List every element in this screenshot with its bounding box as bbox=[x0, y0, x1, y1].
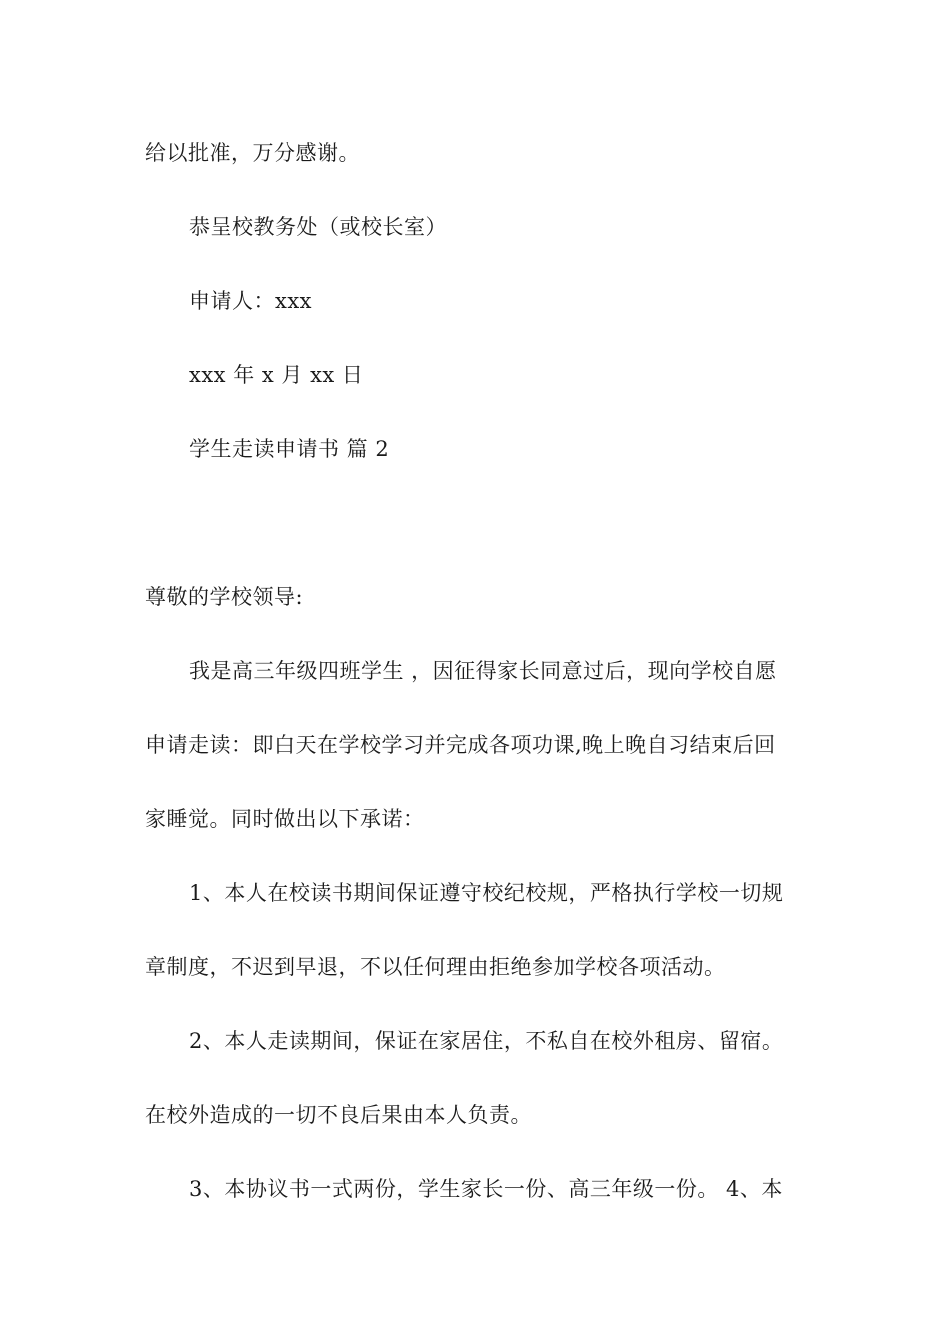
pledge-item-2-cont: 在校外造成的一切不良后果由本人负责。 bbox=[145, 1103, 532, 1127]
applicant-line: 申请人：xxx bbox=[189, 289, 313, 313]
date-line: xxx 年 x 月 xx 日 bbox=[189, 363, 364, 387]
pledge-item-1-cont: 章制度，不迟到早退，不以任何理由拒绝参加学校各项活动。 bbox=[145, 955, 726, 979]
section-title: 学生走读申请书 篇 2 bbox=[189, 437, 390, 461]
pledge-item-1: 1、本人在校读书期间保证遵守校纪校规，严格执行学校一切规 bbox=[189, 881, 784, 905]
pledge-item-3: 3、本协议书一式两份，学生家长一份、高三年级一份。 4、本 bbox=[189, 1177, 783, 1201]
body-line: 我是高三年级四班学生 ，因征得家长同意过后，现向学校自愿 bbox=[189, 659, 777, 683]
body-line: 申请走读：即白天在学校学习并完成各项功课,晚上晚自习结束后回 bbox=[145, 733, 776, 757]
recipient-line: 恭呈校教务处（或校长室） bbox=[189, 215, 447, 239]
body-line: 家睡觉。同时做出以下承诺： bbox=[145, 807, 425, 831]
pledge-item-2: 2、本人走读期间，保证在家居住，不私自在校外租房、留宿。 bbox=[189, 1029, 784, 1053]
closing-line: 给以批准，万分感谢。 bbox=[145, 141, 360, 165]
salutation-line: 尊敬的学校领导: bbox=[145, 585, 304, 609]
